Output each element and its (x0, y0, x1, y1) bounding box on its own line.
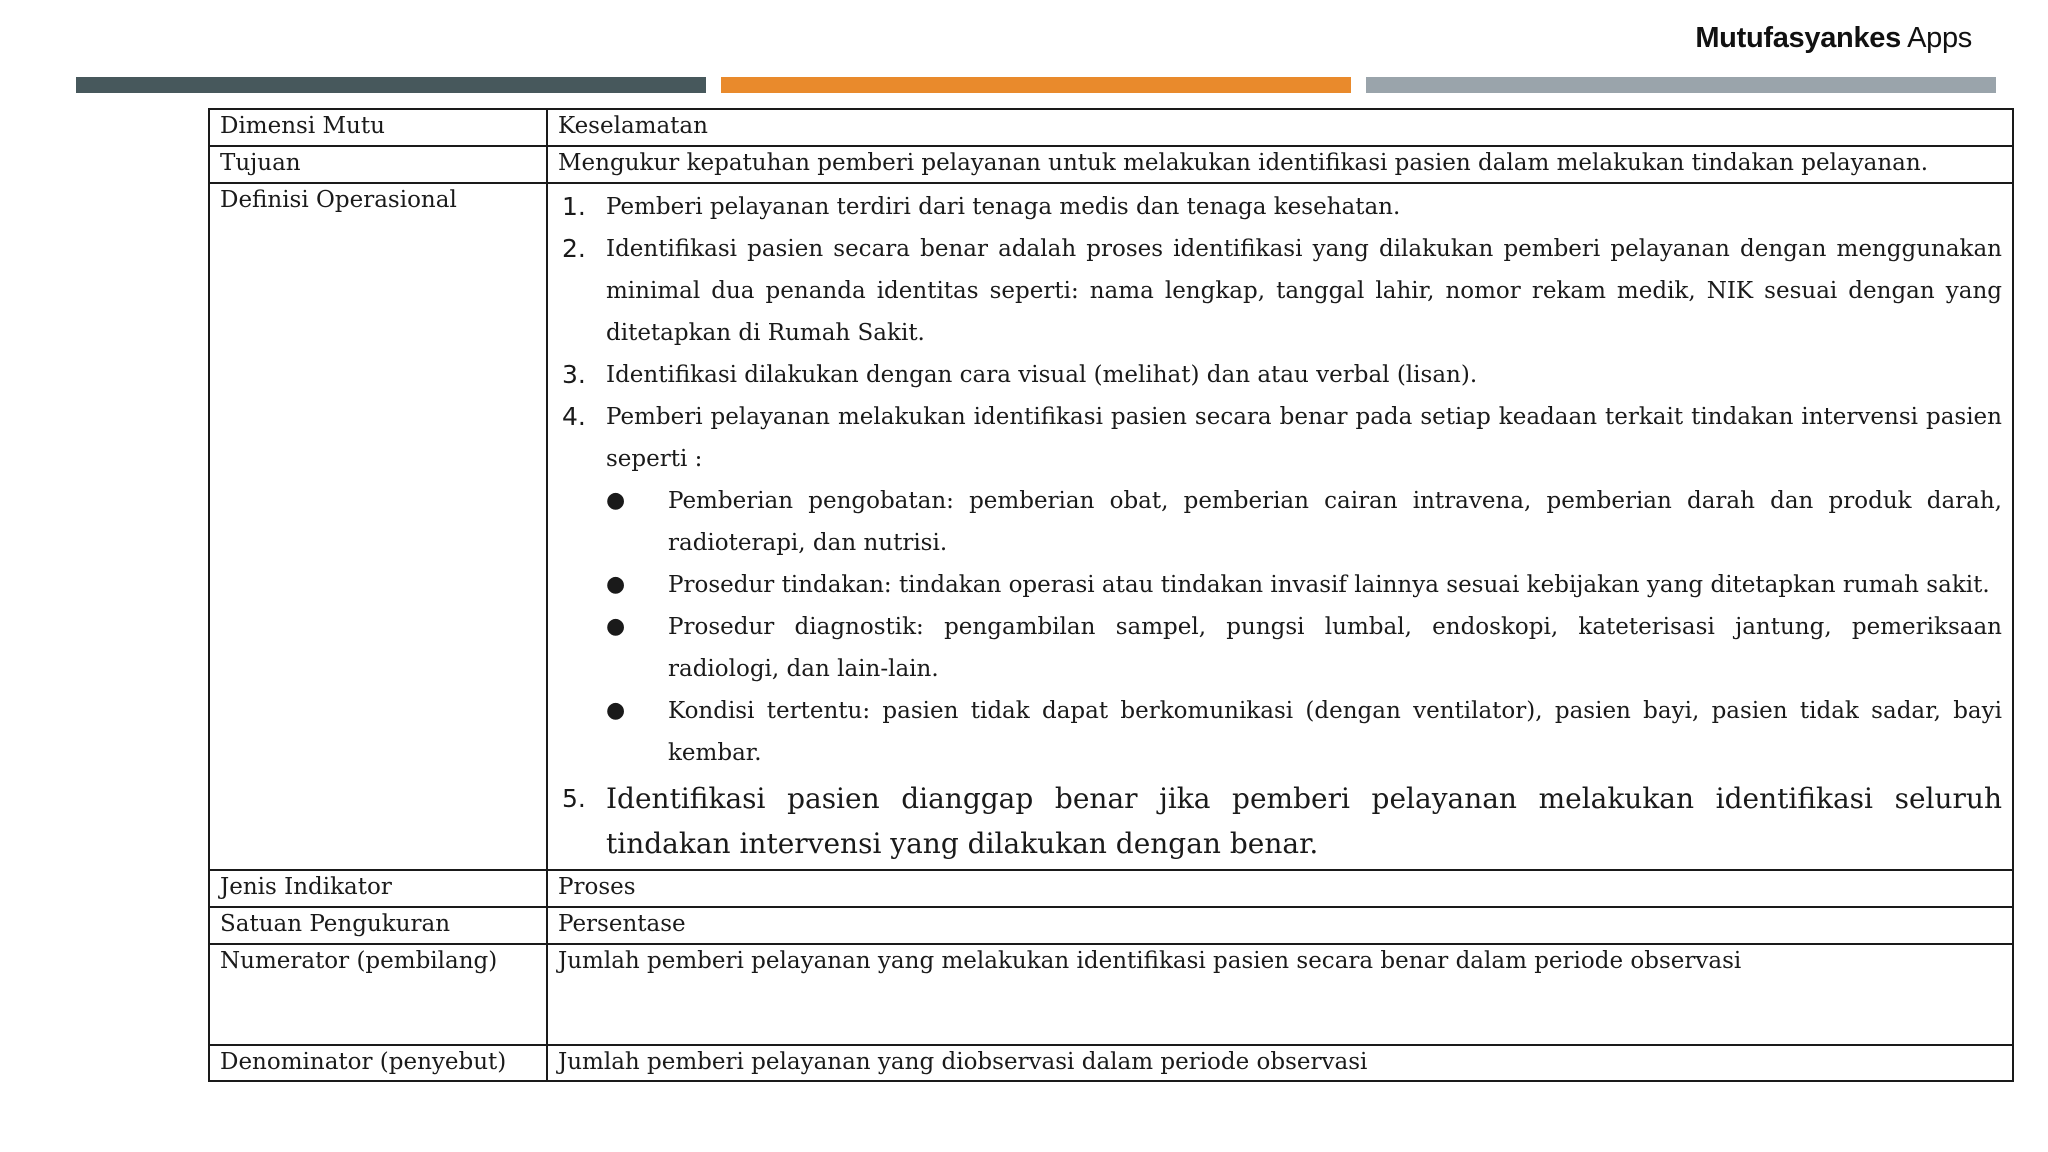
list-item (558, 396, 2002, 774)
satuan-label: Satuan Pengukuran (209, 907, 547, 944)
list-text: Pemberi pelayanan terdiri dari tenaga medis dan tenaga kesehatan. (606, 193, 1401, 220)
app-brand (1695, 22, 1972, 55)
bullet-icon: ● (606, 613, 626, 639)
table-row (209, 907, 2013, 944)
list-item (558, 776, 2002, 866)
sub-list-text: Prosedur tindakan: tindakan operasi atau tindakan invasif lainnya sesuai kebijakan yang ditetapkan rumah sakit. (668, 571, 1990, 598)
sub-list-item (606, 606, 2002, 690)
bullet-icon: ● (606, 487, 626, 513)
numerator-label: Numerator (pembilang) (209, 944, 547, 1045)
table-row (209, 1045, 2013, 1082)
list-number: 2. (562, 233, 586, 263)
sub-list-item (606, 564, 2002, 606)
list-number: 5. (562, 783, 586, 813)
list-item (558, 228, 2002, 354)
list-text: Identifikasi pasien secara benar adalah proses identifikasi yang dilakukan pemberi pelayanan dengan menggunakan minimal dua penanda identitas seperti: nama lengkap, tanggal lahir, nomor rekam medik, NIK sesuai dengan yang ditetapkan di Rumah Sakit. (606, 235, 2002, 346)
list-number: 3. (562, 359, 586, 389)
definisi-label: Definisi Operasional (209, 183, 547, 870)
sub-list-text: Pemberian pengobatan: pemberian obat, pemberian cairan intravena, pemberian darah dan produk darah, radioterapi, dan nutrisi. (668, 487, 2002, 556)
list-item (558, 186, 2002, 228)
definisi-value (547, 183, 2013, 870)
sub-list-text: Kondisi tertentu: pasien tidak dapat berkomunikasi (dengan ventilator), pasien bayi, pasien tidak sadar, bayi kembar. (668, 697, 2002, 766)
jenis-label: Jenis Indikator (209, 870, 547, 907)
sub-list (606, 480, 2002, 774)
list-text: Identifikasi dilakukan dengan cara visual (melihat) dan atau verbal (lisan). (606, 361, 1478, 388)
jenis-value: Proses (547, 870, 2013, 907)
sub-list-item (606, 690, 2002, 774)
sub-list-item (606, 480, 2002, 564)
table-row (209, 183, 2013, 870)
indicator-table (208, 108, 2014, 1082)
header-bar-dark (76, 77, 706, 93)
list-item (558, 354, 2002, 396)
table-row (209, 109, 2013, 146)
bullet-icon: ● (606, 571, 626, 597)
bullet-icon: ● (606, 697, 626, 723)
denominator-label: Denominator (penyebut) (209, 1045, 547, 1082)
list-text: Identifikasi pasien dianggap benar jika pemberi pelayanan melakukan identifikasi seluruh tindakan intervensi yang dilakukan dengan benar. (606, 781, 2002, 860)
sub-list-text: Prosedur diagnostik: pengambilan sampel, pungsi lumbal, endoskopi, kateterisasi jantung, pemeriksaan radiologi, dan lain-lain. (668, 613, 2002, 682)
tujuan-label: Tujuan (209, 146, 547, 183)
table-row (209, 870, 2013, 907)
list-text: Pemberi pelayanan melakukan identifikasi pasien secara benar pada setiap keadaan terkait tindakan intervensi pasien seperti : (606, 403, 2002, 472)
denominator-value: Jumlah pemberi pelayanan yang diobservasi dalam periode observasi (547, 1045, 2013, 1082)
numerator-value: Jumlah pemberi pelayanan yang melakukan identifikasi pasien secara benar dalam periode observasi (547, 944, 2013, 1045)
brand-name-bold: Mutufasyankes (1695, 22, 1901, 54)
list-number: 1. (562, 191, 586, 221)
header-bar-orange (721, 77, 1351, 93)
table-row (209, 146, 2013, 183)
header-bar-gray (1366, 77, 1996, 93)
list-number: 4. (562, 401, 586, 431)
dimensi-label: Dimensi Mutu (209, 109, 547, 146)
definisi-list (558, 186, 2002, 866)
table-row (209, 944, 2013, 1045)
satuan-value: Persentase (547, 907, 2013, 944)
dimensi-value: Keselamatan (547, 109, 2013, 146)
brand-name-rest: Apps (1900, 22, 1972, 54)
tujuan-value: Mengukur kepatuhan pemberi pelayanan untuk melakukan identifikasi pasien dalam melakukan tindakan pelayanan. (547, 146, 2013, 183)
